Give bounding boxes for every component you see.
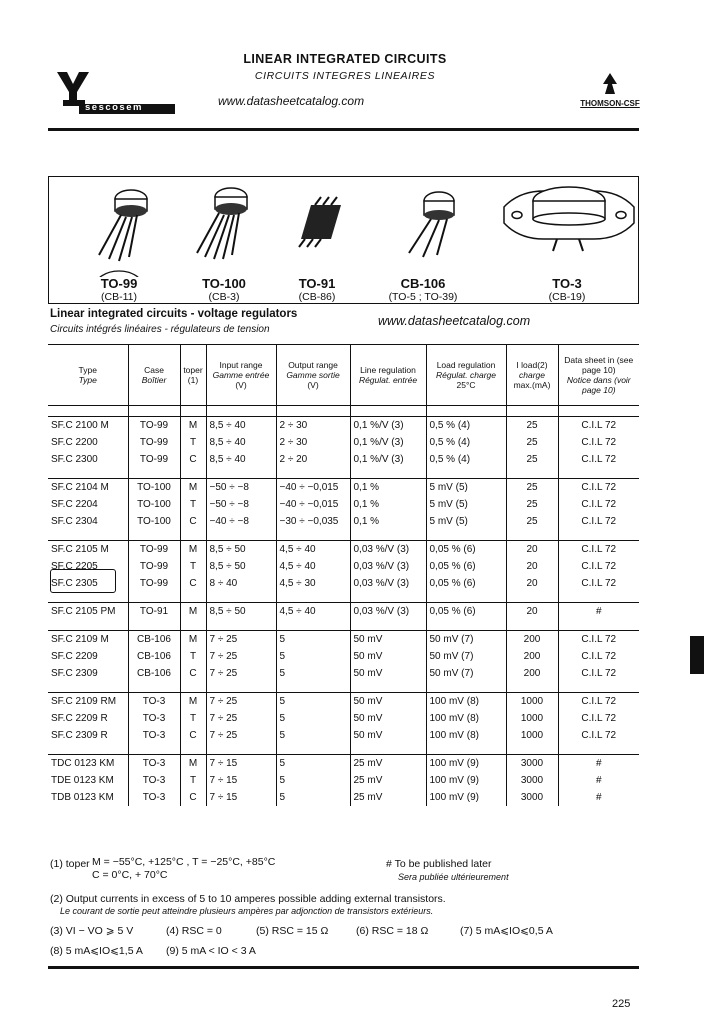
column-header-l2: Gamme entrée [212,370,270,380]
table-cell: 8,5 ÷ 40 [206,451,276,468]
table-cell: TO-99 [128,575,180,592]
table-cell: 7 ÷ 25 [206,665,276,682]
table-cell: 0,1 %/V (3) [350,451,426,468]
table-cell: TO-100 [128,496,180,513]
table-cell: C.I.L 72 [581,651,617,662]
column-header-l1: toper [183,365,203,375]
pkg-to99-caption [89,276,149,303]
table-cell: C.I.L 72 [581,516,617,527]
table-cell: M [180,693,206,711]
table-cell: SF.C 2209 R [48,710,128,727]
note-2: (2) Output currents in excess of 5 to 10 amperes possible adding external transistors. [50,893,446,905]
page-edge-marker [690,636,704,674]
table-cell: TO-99 [128,558,180,575]
column-header-l2: charge [519,370,545,380]
pkg-sub: (CB-3) [208,291,240,303]
pkg-sub: (TO-5 ; TO-39) [388,291,458,303]
column-header-l3: max.(mA) [513,380,551,390]
table-cell: SF.C 2104 M [48,479,128,497]
handdrawn-box-mark [50,569,116,593]
table-cell: # [595,775,602,786]
note-1-line2: C = 0°C, + 70°C [92,869,168,881]
table-cell: 7 ÷ 25 [206,727,276,744]
table-cell: 7 ÷ 15 [206,772,276,789]
table-cell: 0,03 %/V (3) [350,575,426,592]
group-spacer [48,468,639,479]
table-cell: 0,1 % [350,479,426,497]
table-cell: 5 [276,727,350,744]
table-cell: 25 mV [350,789,426,806]
table-cell: TO-3 [128,755,180,773]
column-header-l1: Output range [288,360,338,370]
table-row [48,541,639,559]
column-header-l3: (V) [307,380,319,390]
table-cell: 20 [506,558,558,575]
note-5: (5) RSC = 15 Ω [256,925,329,937]
table-cell: TO-99 [128,451,180,468]
table-cell: T [180,496,206,513]
table-cell: 5 [276,665,350,682]
table-cell: 50 mV [350,727,426,744]
table-row [48,479,639,497]
table-cell: 1000 [506,693,558,711]
table-cell: T [180,772,206,789]
note-4: (4) RSC = 0 [166,925,222,937]
table-cell: C [180,665,206,682]
table-cell: 25 mV [350,755,426,773]
pkg-sub: (CB-11) [101,291,137,303]
table-cell: 25 [506,417,558,435]
column-header-l3: 25°C [456,380,476,390]
column-header [180,345,206,406]
table-cell: TO-99 [128,417,180,435]
table-cell: −50 ÷ −8 [206,496,276,513]
table-cell: 0,05 % (6) [426,558,506,575]
group-spacer [48,406,639,417]
table-cell: 25 [506,479,558,497]
table-cell: 5 mV (5) [426,513,506,530]
page-number: 225 [612,998,631,1010]
table-cell: 5 [276,772,350,789]
table-row [48,710,639,727]
table-cell: M [180,417,206,435]
table-cell: C.I.L 72 [581,730,617,741]
table-cell: 0,05 % (6) [426,575,506,592]
table-cell: 0,03 %/V (3) [350,603,426,621]
column-header-l2: Type [78,375,97,385]
table-cell: 50 mV [350,631,426,649]
note-9: (9) 5 mA < IO < 3 A [166,945,256,957]
table-cell: 100 mV (9) [426,789,506,806]
column-header-l1: I load(2) [516,360,548,370]
table-cell: 5 [276,648,350,665]
table-cell: TDC 0123 KM [48,755,128,773]
section-title: Linear integrated circuits - voltage regulators [50,308,298,320]
table-cell: M [180,631,206,649]
table-cell: 1000 [506,727,558,744]
note-hash-fr: Sera publiée ultérieurement [398,872,509,882]
table-row [48,496,639,513]
table-cell: C.I.L 72 [558,417,639,435]
column-header [206,345,276,406]
thomson-logo-text: THOMSON-CSF [580,99,640,108]
column-header-l2: Gamme sortie [286,370,340,380]
table-cell: 2 ÷ 30 [276,434,350,451]
group-spacer [48,744,639,755]
table-cell: 0,1 % [350,513,426,530]
table-cell: 25 mV [350,772,426,789]
pkg-cb106-caption [375,276,471,303]
sescosem-logo [55,70,175,115]
table-cell: C.I.L 72 [558,693,639,711]
package-drawings [49,177,637,277]
table-cell: 2 ÷ 30 [276,417,350,435]
column-header [48,345,128,406]
table-body [48,406,639,807]
table-cell: 5 [276,789,350,806]
table-cell: 50 mV [350,693,426,711]
table-row [48,417,639,435]
thomson-logo [575,72,645,112]
to99-package-icon [99,190,147,261]
note-1-line1: M = −55°C, +125°C , T = −25°C, +85°C [92,856,276,868]
table-cell: SF.C 2100 M [48,417,128,435]
package-illustrations [48,176,639,304]
table-cell: −40 ÷ −8 [206,513,276,530]
table-cell: CB-106 [128,631,180,649]
table-cell: 4,5 ÷ 30 [276,575,350,592]
table-cell: SF.C 2109 M [48,631,128,649]
table-cell: 0,03 %/V (3) [350,541,426,559]
table-row [48,648,639,665]
table-cell: TO-91 [128,603,180,621]
table-cell: 25 [506,434,558,451]
column-header-l1: Data sheet in (see page 10) [564,355,634,375]
table-cell: # [558,603,639,621]
table-cell: 50 mV [350,665,426,682]
table-cell: 3000 [506,772,558,789]
table-cell: 3000 [506,789,558,806]
table-cell: 5 [276,693,350,711]
column-header-l1: Load regulation [436,360,496,370]
pkg-sub: (CB-86) [298,291,336,303]
column-header [350,345,426,406]
table-cell: SF.C 2105 M [48,541,128,559]
table-cell: 0,1 %/V (3) [350,434,426,451]
pkg-sub: (CB-19) [548,291,586,303]
group-spacer [48,620,639,631]
table-cell: 0,1 %/V (3) [350,417,426,435]
table-cell: 0,03 %/V (3) [350,558,426,575]
table-cell: TO-3 [128,789,180,806]
table-cell: C [180,513,206,530]
column-header-l1: Input range [219,360,263,370]
table-row [48,575,639,592]
table-cell: 0,5 % (4) [426,451,506,468]
table-cell: TO-3 [128,772,180,789]
table-cell: T [180,710,206,727]
column-header-l2: Notice dans (voir page 10) [566,375,631,395]
table-cell: 8,5 ÷ 40 [206,417,276,435]
note-1-label: (1) toper [50,858,90,870]
table-cell: T [180,558,206,575]
note-2-fr: Le courant de sortie peut atteindre plusieurs ampères par adjonction de transistors extérieurs. [60,906,434,916]
table-cell: 7 ÷ 15 [206,755,276,773]
table-row [48,693,639,711]
to91-package-icon [299,197,341,247]
table-cell: C.I.L 72 [558,541,639,559]
group-spacer [48,682,639,693]
table-cell: C.I.L 72 [581,454,617,465]
table-cell: C [180,575,206,592]
table-cell: 8 ÷ 40 [206,575,276,592]
table-row [48,434,639,451]
table-row [48,789,639,806]
table-cell: 8,5 ÷ 50 [206,603,276,621]
sescosem-logo-text: sescosem [85,102,143,113]
table-cell: T [180,648,206,665]
table-row [48,631,639,649]
table-cell: 0,05 % (6) [426,541,506,559]
table-cell: −30 ÷ −0,035 [276,513,350,530]
table-cell: 4,5 ÷ 40 [276,541,350,559]
table-cell: CB-106 [128,648,180,665]
note-3: (3) VI − VO ⩾ 5 V [50,925,134,937]
table-row [48,665,639,682]
table-cell: M [180,755,206,773]
table-cell: 50 mV (7) [426,631,506,649]
table-cell: TO-3 [128,727,180,744]
note-1 [50,858,90,870]
table-cell: C.I.L 72 [581,713,617,724]
table-cell: TO-99 [128,541,180,559]
header-url[interactable]: www.datasheetcatalog.com [218,94,365,108]
table-cell: SF.C 2305 [48,575,128,592]
group-spacer [48,530,639,541]
table-cell: 7 ÷ 25 [206,648,276,665]
table-cell: M [180,603,206,621]
column-header-l1: Line regulation [360,365,416,375]
table-cell: 5 mV (5) [426,496,506,513]
pkg-label: CB-106 [400,276,446,291]
table-cell: SF.C 2205 [48,558,128,575]
table-cell: 5 mV (5) [426,479,506,497]
table-cell: # [558,755,639,773]
table-cell: SF.C 2109 RM [48,693,128,711]
pkg-label: TO-91 [298,276,336,291]
table-cell: −40 ÷ −0,015 [276,479,350,497]
table-cell: 7 ÷ 25 [206,631,276,649]
table-cell: C.I.L 72 [558,631,639,649]
table-cell: C.I.L 72 [581,561,617,572]
table-cell: 8,5 ÷ 50 [206,541,276,559]
table-cell: 5 [276,631,350,649]
table-row [48,558,639,575]
cb106-package-icon [409,192,454,257]
table-row [48,451,639,468]
table-cell: SF.C 2105 PM [48,603,128,621]
table-cell: 2 ÷ 20 [276,451,350,468]
column-header-l1: Case [144,365,164,375]
table-cell: 25 [506,451,558,468]
column-header-l2: Régulat. entrée [358,375,418,385]
footer-rule [48,966,639,969]
table-cell: 20 [506,541,558,559]
table-cell: C.I.L 72 [581,437,617,448]
table-row [48,513,639,530]
table-cell: SF.C 2309 [48,665,128,682]
table-cell: 100 mV (8) [426,710,506,727]
table-cell: SF.C 2209 [48,648,128,665]
table-cell: TO-100 [128,479,180,497]
table-cell: C [180,727,206,744]
column-header-l3: (V) [235,380,247,390]
table-cell: 7 ÷ 25 [206,710,276,727]
column-header [558,345,639,406]
column-header [276,345,350,406]
table-cell: 50 mV [350,648,426,665]
column-header [426,345,506,406]
table-cell: C [180,789,206,806]
table-cell: # [595,792,602,803]
table-cell: TO-100 [128,513,180,530]
table-cell: 3000 [506,755,558,773]
table-cell: 0,5 % (4) [426,434,506,451]
note-7: (7) 5 mA⩽IO⩽0,5 A [460,925,553,937]
pkg-to100-caption [194,276,254,303]
column-header-l1: Type [78,365,97,375]
table-cell: 25 [506,513,558,530]
table-cell: 8,5 ÷ 50 [206,558,276,575]
pkg-label: TO-99 [100,276,138,291]
table-cell: C.I.L 72 [581,578,617,589]
table-cell: 25 [506,496,558,513]
table-cell: TO-3 [128,710,180,727]
table-row [48,727,639,744]
page-title: LINEAR INTEGRATED CIRCUITS [243,52,447,66]
table-cell: 200 [506,631,558,649]
table-cell: 20 [506,603,558,621]
table-cell: 8,5 ÷ 40 [206,434,276,451]
table-row [48,603,639,621]
table-cell: TO-3 [128,693,180,711]
pkg-to3-caption [537,276,597,303]
table-cell: SF.C 2200 [48,434,128,451]
table-cell: 4,5 ÷ 40 [276,558,350,575]
to3-package-icon [504,187,634,251]
table-cell: C.I.L 72 [581,499,617,510]
table-cell: 100 mV (8) [426,693,506,711]
column-header [506,345,558,406]
table-cell: M [180,541,206,559]
table-cell: SF.C 2300 [48,451,128,468]
pkg-to91-caption [287,276,347,303]
to100-package-icon [197,188,247,259]
table-cell: 7 ÷ 15 [206,789,276,806]
table-cell: SF.C 2204 [48,496,128,513]
pkg-label: TO-3 [552,276,582,291]
table-cell: 4,5 ÷ 40 [276,603,350,621]
table-cell: 200 [506,648,558,665]
column-header-l2: Régulat. charge [435,370,496,380]
page-subtitle: CIRCUITS INTEGRES LINEAIRES [254,70,436,82]
table-cell: T [180,434,206,451]
table-cell: 1000 [506,710,558,727]
table-cell: 100 mV (9) [426,772,506,789]
table-cell: 0,5 % (4) [426,417,506,435]
table-cell: 50 mV (7) [426,648,506,665]
pkg-label: TO-100 [202,276,246,291]
column-header-l3: (1) [187,375,199,385]
table-cell: CB-106 [128,665,180,682]
note-8: (8) 5 mA⩽IO⩽1,5 A [50,945,143,957]
table-cell: TDE 0123 KM [48,772,128,789]
table-cell: 100 mV (9) [426,755,506,773]
regulator-table [48,344,639,806]
table-cell: SF.C 2304 [48,513,128,530]
note-hash: # To be published later [386,858,492,870]
table-cell: 0,1 % [350,496,426,513]
table-cell: 100 mV (8) [426,727,506,744]
table-cell: 50 mV [350,710,426,727]
table-cell: −50 ÷ −8 [206,479,276,497]
table-header-row [48,345,639,406]
table-cell: TO-99 [128,434,180,451]
column-header [128,345,180,406]
group-spacer [48,592,639,603]
table-row [48,755,639,773]
thomson-emblem-icon [595,72,625,96]
section-subtitle: Circuits intégrés linéaires - régulateurs de tension [50,324,270,335]
column-header-l2: Boîtier [141,375,167,385]
table-row [48,772,639,789]
table-cell: SF.C 2309 R [48,727,128,744]
section-url[interactable]: www.datasheetcatalog.com [378,314,531,328]
table-cell: 200 [506,665,558,682]
table-cell: 7 ÷ 25 [206,693,276,711]
note-6: (6) RSC = 18 Ω [356,925,429,937]
table-cell: C.I.L 72 [581,668,617,679]
table-cell: C.I.L 72 [558,479,639,497]
table-cell: M [180,479,206,497]
table-cell: 0,05 % (6) [426,603,506,621]
header-rule [48,128,639,131]
table-cell: 5 [276,755,350,773]
table-cell: −40 ÷ −0,015 [276,496,350,513]
table-cell: 50 mV (7) [426,665,506,682]
table-cell: TDB 0123 KM [48,789,128,806]
table-cell: 5 [276,710,350,727]
table-cell: 20 [506,575,558,592]
table-cell: C [180,451,206,468]
